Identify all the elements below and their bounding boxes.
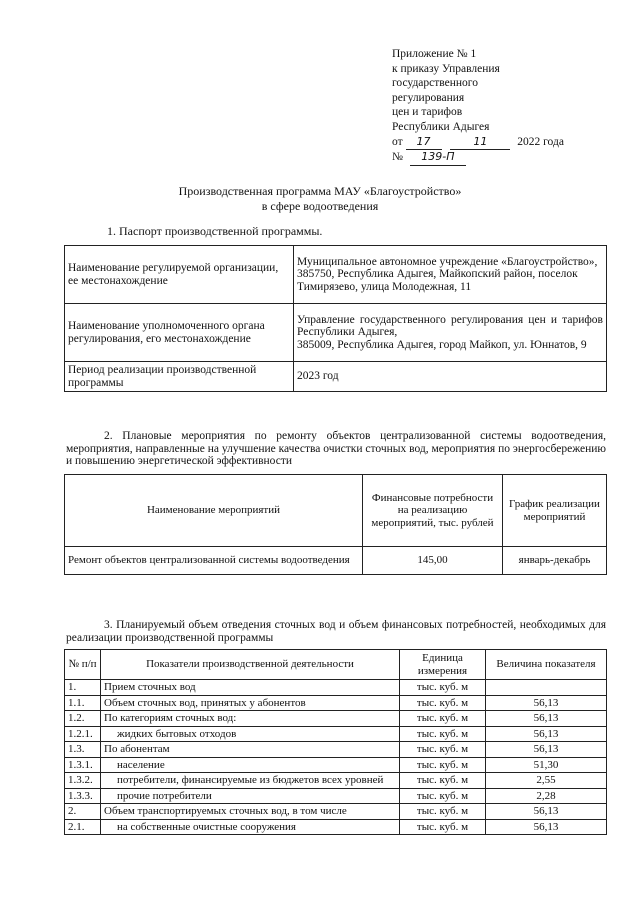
column-header: График реализации мероприятий xyxy=(503,475,607,547)
passport-label: Наименование уполномоченного органа регулирования, его местонахождение xyxy=(65,304,294,362)
indicator-name: на собственные очистные сооружения xyxy=(101,819,400,835)
passport-label: Наименование регулируемой организации, ее местонахождение xyxy=(65,246,294,304)
column-header: Показатели производственной деятельности xyxy=(101,650,400,680)
indicator-unit: тыс. куб. м xyxy=(400,819,486,835)
table-row xyxy=(65,757,607,773)
appendix-line: Приложение № 1 xyxy=(392,48,477,60)
volumes-table xyxy=(64,649,607,835)
indicator-name: Объем сточных вод, принятых у абонентов xyxy=(101,695,400,711)
appendix-line: государственного xyxy=(392,77,478,90)
indicator-unit: тыс. куб. м xyxy=(400,757,486,773)
indicator-name: Прием сточных вод xyxy=(101,680,400,696)
indicator-unit: тыс. куб. м xyxy=(400,726,486,742)
column-header: Величина показателя xyxy=(486,650,607,680)
appendix-date xyxy=(392,135,622,151)
passport-value: 2023 год xyxy=(294,362,607,392)
table-row xyxy=(65,742,607,758)
table-row xyxy=(65,304,607,362)
section3-heading: 3. Планируемый объем отведения сточных вод и объем финансовых потребностей, необходимых для реализации производственной программы xyxy=(66,619,606,644)
indicator-value: 56,13 xyxy=(486,742,607,758)
passport-value: Управление государственного регулирования цен и тарифов Республики Адыгея, 385009, Республика Адыгея, город Майкоп, ул. Юннатов, 9 xyxy=(294,304,607,362)
appendix-header xyxy=(392,47,622,166)
indicator-name: Объем транспортируемых сточных вод, в том числе xyxy=(101,804,400,820)
row-number: 1.2. xyxy=(65,711,101,727)
row-number: 2.1. xyxy=(65,819,101,835)
table-row xyxy=(65,547,607,575)
indicator-name: население xyxy=(101,757,400,773)
order-number: 139-П xyxy=(410,150,466,166)
indicator-name: По абонентам xyxy=(101,742,400,758)
row-number: 2. xyxy=(65,804,101,820)
table-row xyxy=(65,246,607,304)
row-number: 1.2.1. xyxy=(65,726,101,742)
passport-label: Период реализации производственной программы xyxy=(65,362,294,392)
indicator-unit: тыс. куб. м xyxy=(400,788,486,804)
indicator-name: По категориям сточных вод: xyxy=(101,711,400,727)
measure-name: Ремонт объектов централизованной системы водоотведения xyxy=(65,547,363,575)
passport-table xyxy=(64,245,607,392)
indicator-value: 2,55 xyxy=(486,773,607,789)
indicator-value: 56,13 xyxy=(486,726,607,742)
number-prefix: № xyxy=(392,151,403,164)
column-header: Финансовые потребности на реализацию мероприятий, тыс. рублей xyxy=(363,475,503,547)
date-year: 2022 года xyxy=(517,135,564,148)
indicator-value: 56,13 xyxy=(486,695,607,711)
row-number: 1.3.1. xyxy=(65,757,101,773)
indicator-unit: тыс. куб. м xyxy=(400,773,486,789)
row-number: 1.1. xyxy=(65,695,101,711)
column-header: Единица измерения xyxy=(400,650,486,680)
indicator-value: 56,13 xyxy=(486,804,607,820)
row-number: 1. xyxy=(65,680,101,696)
date-month: 11 xyxy=(450,135,510,151)
indicator-name: жидких бытовых отходов xyxy=(101,726,400,742)
column-header: № п/п xyxy=(65,650,101,680)
indicator-unit: тыс. куб. м xyxy=(400,742,486,758)
table-row xyxy=(65,711,607,727)
indicator-name: прочие потребители xyxy=(101,788,400,804)
table-header-row xyxy=(65,650,607,680)
row-number: 1.3. xyxy=(65,742,101,758)
table-row xyxy=(65,362,607,392)
column-header: Наименование мероприятий xyxy=(65,475,363,547)
row-number: 1.3.3. xyxy=(65,788,101,804)
program-title: Производственная программа МАУ «Благоустройство» xyxy=(178,184,462,198)
table-row xyxy=(65,695,607,711)
table-header-row xyxy=(65,475,607,547)
program-subtitle: в сфере водоотведения xyxy=(261,199,379,213)
section2-heading: 2. Плановые мероприятия по ремонту объектов централизованной системы водоотведения, мероприятия, направленные на улучшение качества очистки сточных вод, мероприятия по энергосбережению и повышению энергетической эффективности xyxy=(66,430,606,467)
indicator-unit: тыс. куб. м xyxy=(400,711,486,727)
table-row xyxy=(65,788,607,804)
appendix-line: регулирования xyxy=(392,91,465,104)
appendix-line: цен и тарифов xyxy=(392,106,463,119)
indicator-value: 2,28 xyxy=(486,788,607,804)
table-row xyxy=(65,680,607,696)
indicator-value: 56,13 xyxy=(486,819,607,835)
indicator-value: 51,30 xyxy=(486,757,607,773)
indicator-unit: тыс. куб. м xyxy=(400,680,486,696)
indicator-name: потребители, финансируемые из бюджетов всех уровней xyxy=(101,773,400,789)
indicator-unit: тыс. куб. м xyxy=(400,695,486,711)
table-row xyxy=(65,804,607,820)
measures-table xyxy=(64,474,607,575)
measure-schedule: январь-декабрь xyxy=(503,547,607,575)
date-day: 17 xyxy=(406,135,442,151)
appendix-number xyxy=(392,150,622,166)
indicator-unit: тыс. куб. м xyxy=(400,804,486,820)
indicator-value xyxy=(486,680,607,696)
date-prefix: от xyxy=(392,135,403,148)
table-row xyxy=(65,773,607,789)
indicator-value: 56,13 xyxy=(486,711,607,727)
appendix-line: Республики Адыгея xyxy=(392,120,490,133)
table-row xyxy=(65,819,607,835)
passport-value: Муниципальное автономное учреждение «Благоустройство», 385750, Республика Адыгея, Майкопский район, поселок Тимирязево, улица Молодежная, 11 xyxy=(294,246,607,304)
section1-heading: 1. Паспорт производственной программы. xyxy=(107,224,323,238)
row-number: 1.3.2. xyxy=(65,773,101,789)
table-row xyxy=(65,726,607,742)
appendix-line: к приказу Управления xyxy=(392,62,500,75)
measure-cost: 145,00 xyxy=(363,547,503,575)
